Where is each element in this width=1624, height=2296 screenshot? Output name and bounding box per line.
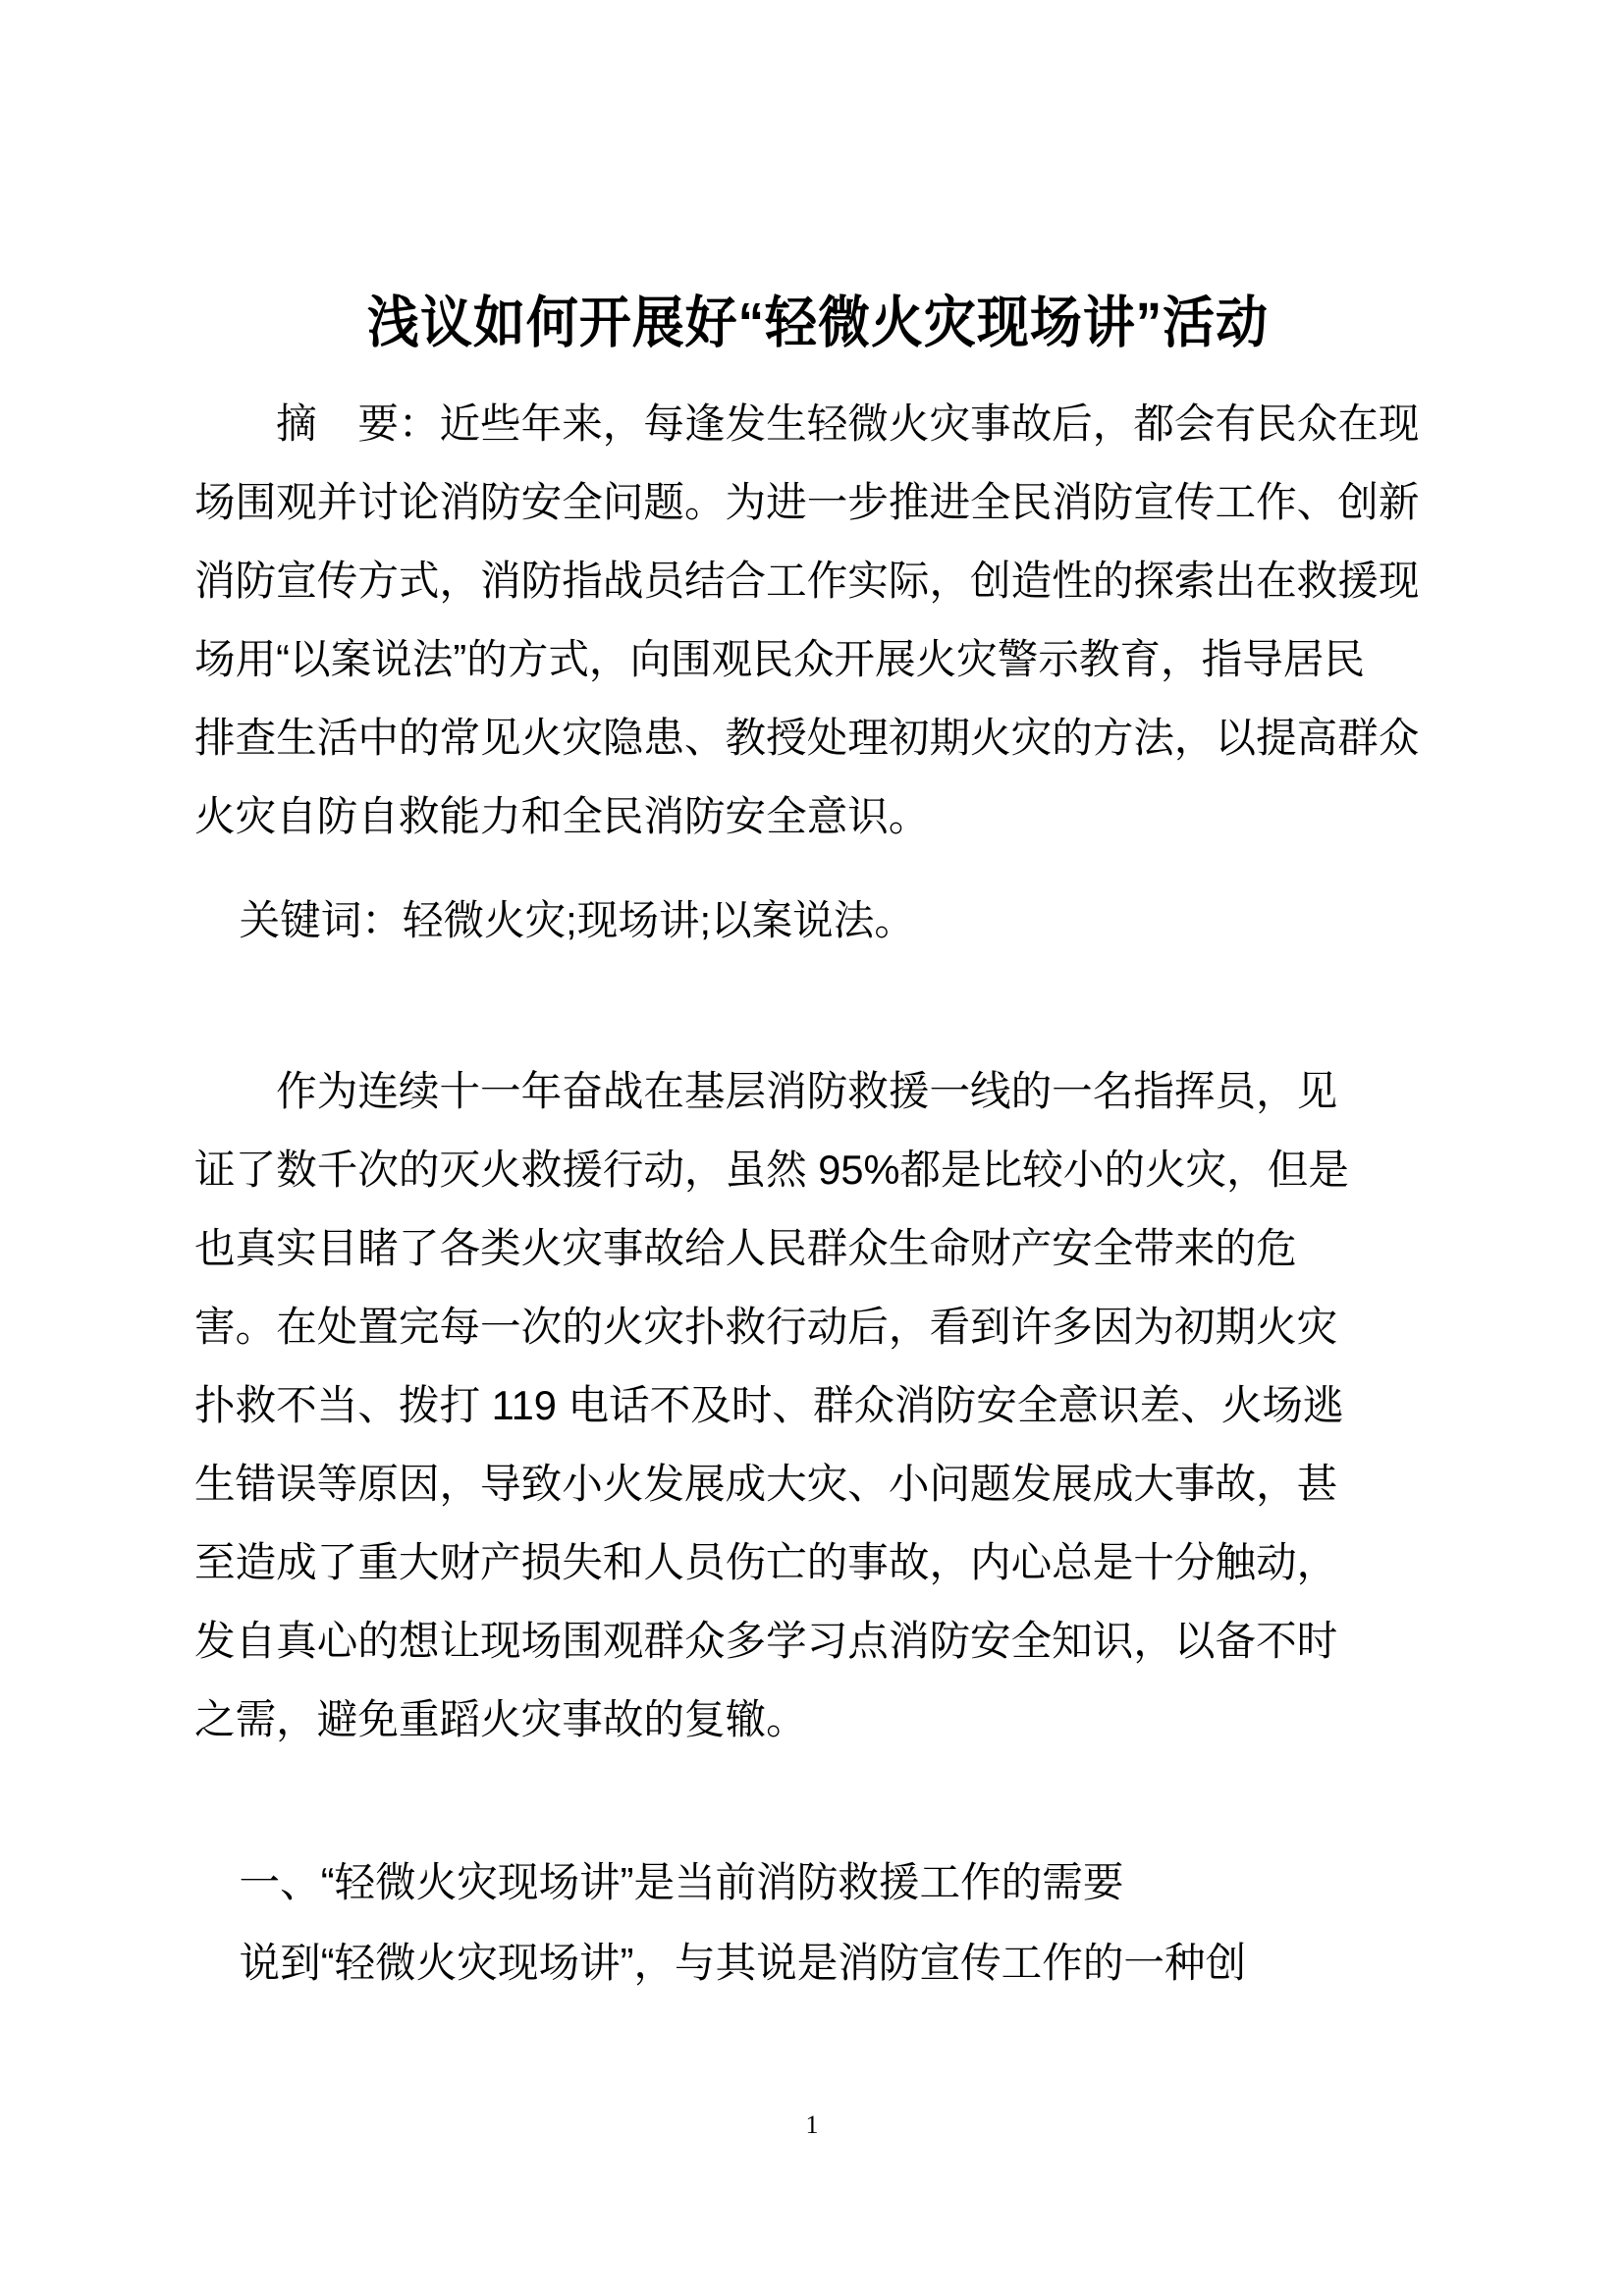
abstract-line: 摘 要：近些年来，每逢发生轻微火灾事故后，都会有民众在现 (276, 400, 1420, 447)
body-line: 生错误等原因，导致小火发展成大灾、小问题发展成大事故，甚 (194, 1461, 1338, 1507)
body-line: 证了数千次的灭火救援行动，虽然 95%都是比较小的火灾，但是 (194, 1147, 1349, 1193)
body-paragraph (194, 1052, 1441, 1759)
page-title: 浅议如何开展好“轻微火灾现场讲”活动 (367, 292, 1269, 354)
body-line: 之需，避免重蹈火灾事故的复辙。 (194, 1696, 807, 1742)
abstract-line: 场围观并讨论消防安全问题。为进一步推进全民消防宣传工作、创新 (194, 479, 1420, 525)
abstract-line: 排查生活中的常见火灾隐患、教授处理初期火灾的方法，以提高群众 (194, 715, 1420, 761)
body-line: 作为连续十一年奋战在基层消防救援一线的一名指挥员，见 (276, 1068, 1338, 1114)
page-number: 1 (805, 2110, 819, 2139)
keywords-paragraph (194, 881, 1441, 960)
abstract-line: 场用“以案说法”的方式，向围观民众开展火灾警示教育，指导居民 (194, 636, 1365, 682)
tail-line: 说到“轻微火灾现场讲”，与其说是消防宣传工作的一种创 (239, 1940, 1247, 1986)
section-heading-line: 一、“轻微火灾现场讲”是当前消防救援工作的需要 (239, 1859, 1124, 1905)
abstract-paragraph (194, 385, 1441, 856)
section-heading (194, 1843, 1441, 1922)
body-line: 发自真心的想让现场围观群众多学习点消防安全知识，以备不时 (194, 1618, 1338, 1664)
body-line: 至造成了重大财产损失和人员伤亡的事故，内心总是十分触动， (194, 1539, 1338, 1585)
body-line: 害。在处置完每一次的火灾扑救行动后，看到许多因为初期火灾 (194, 1304, 1338, 1350)
body-line: 也真实目睹了各类火灾事故给人民群众生命财产安全带来的危 (194, 1225, 1297, 1271)
tail-paragraph (194, 1924, 1441, 2002)
abstract-line: 消防宣传方式，消防指战员结合工作实际，创造性的探索出在救援现 (194, 558, 1420, 604)
abstract-line: 火灾自防自救能力和全民消防安全意识。 (194, 793, 930, 839)
body-line: 扑救不当、拨打 119 电话不及时、群众消防安全意识差、火场逃 (194, 1382, 1344, 1428)
keywords-line: 关键词：轻微火灾;现场讲;以案说法。 (239, 897, 915, 943)
